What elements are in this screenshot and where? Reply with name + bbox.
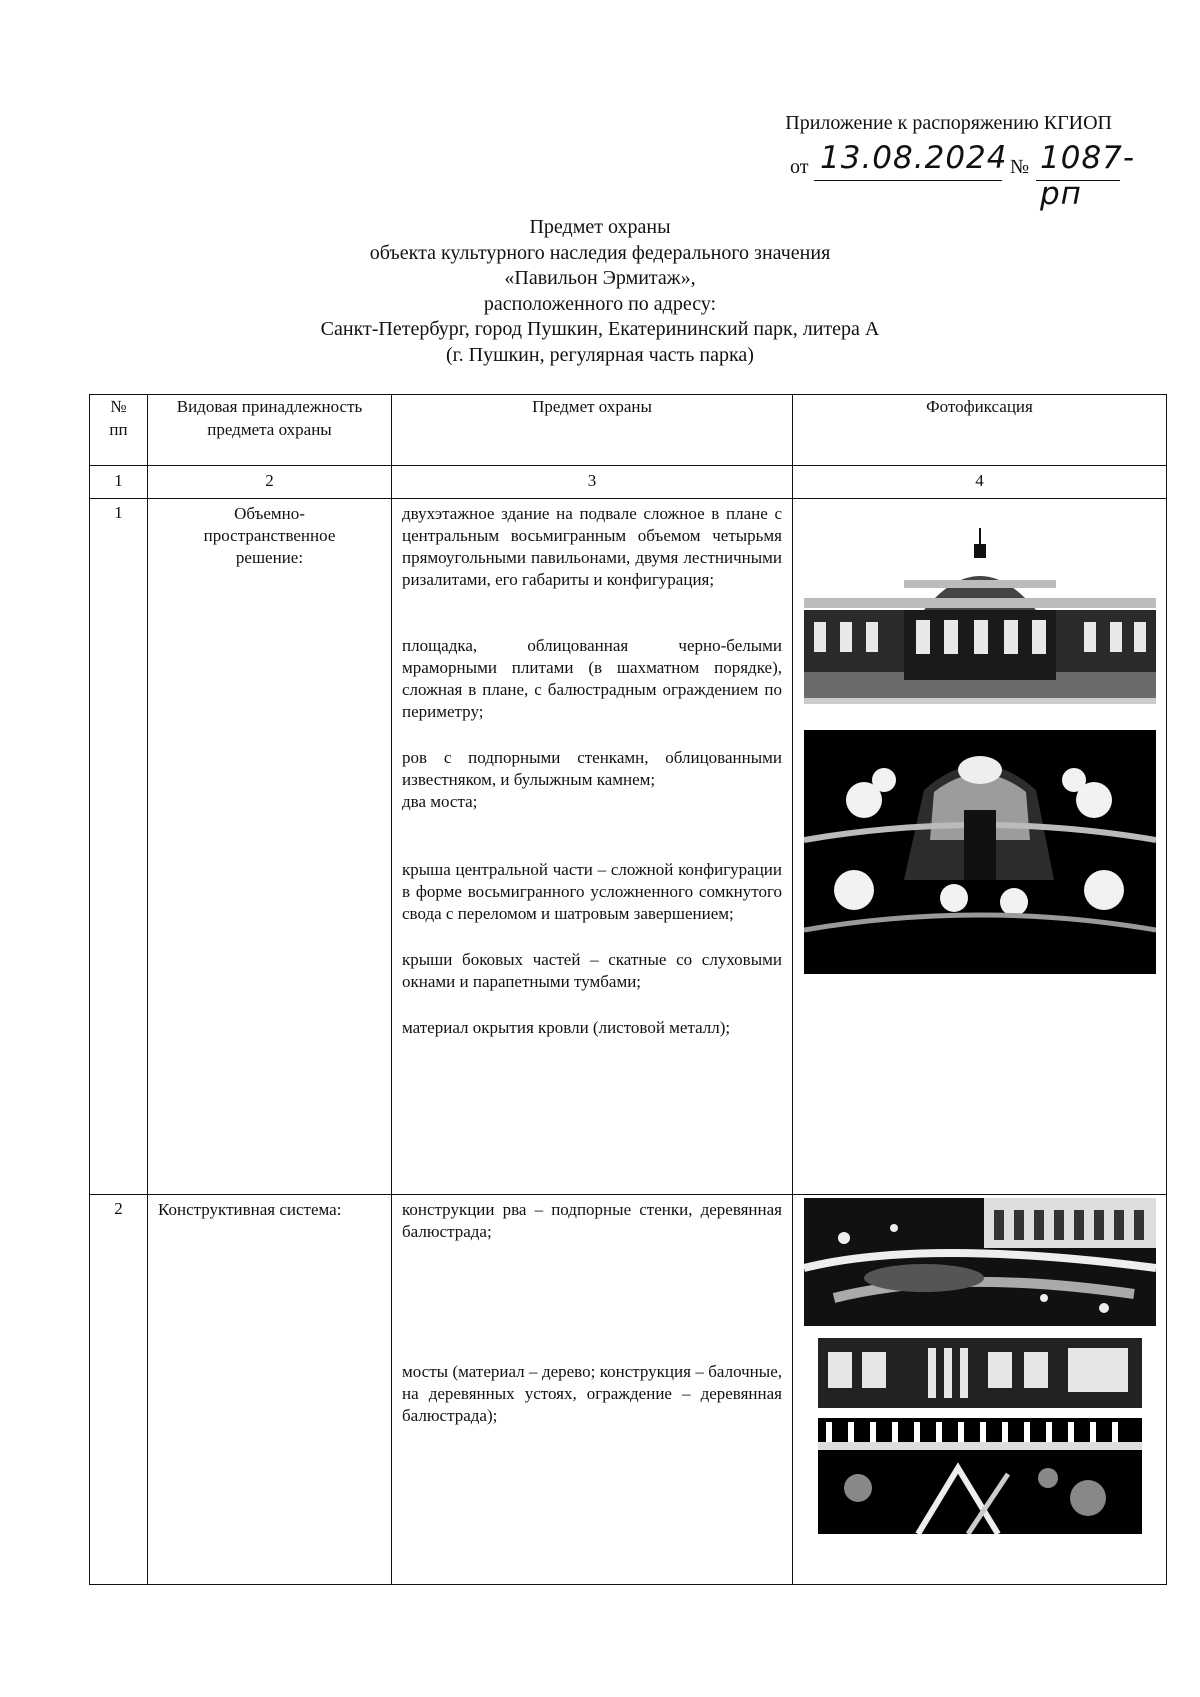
column-number: 1 [90,466,148,499]
subject-item: крыша центральной части – сложной конфигурации в форме восьмигранного усложненного сомкнутого свода с переломом и шатровым завершением; [402,860,782,923]
row-number: 2 [90,1195,148,1585]
column-number: 2 [148,466,392,499]
subject-item: материал окрытия кровли (листовой металл); [402,1018,731,1037]
column-number-row [90,466,1167,499]
date-underline [814,180,1002,181]
header-kind-line1: Видовая принадлежность [176,397,363,416]
subject-item: двухэтажное здание на подвале сложное в плане с центральным восьмигранным объемом четырьмя прямоугольными павильонами, двумя лестничными ризалитами, его габариты и конфигурация; [402,504,782,589]
number-underline [1036,180,1120,181]
header-num-line2: пп [109,420,128,439]
row-number: 1 [90,499,148,1195]
column-number: 4 [793,466,1167,499]
subject-item: конструкции рва – подпорные стенки, деревянная балюстрада; [402,1200,782,1241]
heading-line-3: «Павильон Эрмитаж», [504,267,696,289]
moat-image [804,1198,1156,1326]
row-subject [392,499,793,1195]
annex-number-sign: № [1010,156,1030,178]
row-kind [148,499,392,1195]
row-kind-line: решение: [235,548,304,567]
annex-title: Приложение к распоряжению КГИОП [785,112,1112,134]
row-kind-line: Конструктивная система: [158,1200,342,1219]
row-kind-line: пространственное [203,526,336,545]
header-kind-line2: предмета охраны [207,420,332,439]
table-row [90,1195,1167,1585]
subject-item: площадка, облицованная черно-белыми мраморными плитами (в шахматном порядке), сложная в плане, с балюстрадным ограждением по периметру; [402,636,782,721]
bridge-image [818,1338,1142,1534]
heading-line-2: объекта культурного наследия федерального значения [369,241,831,264]
subject-item: два моста; [402,792,478,811]
row-subject [392,1195,793,1585]
heading-line-1: Предмет охраны [529,216,671,238]
photo-pavilion-facade [804,522,1156,722]
protection-subject-table [89,394,1167,1585]
header-kind [148,395,392,466]
header-subject: Предмет охраны [392,395,793,466]
row-kind [148,1195,392,1585]
row-photos [793,499,1167,1195]
document-heading [0,215,1200,368]
header-photo: Фотофиксация [793,395,1167,466]
photo-roof-detail [804,730,1156,974]
subject-item: крыши боковых частей – скатные со слуховыми окнами и парапетными тумбами; [402,950,782,991]
photo-moat [804,1198,1156,1326]
table-header-row [90,395,1167,466]
annex-date: 13.08.2024 [820,140,1008,176]
subject-item: мосты (материал – дерево; конструкция – балочные, на деревянных устоях, ограждение – деревянная балюстрада); [402,1362,782,1425]
annex-date-number [790,140,1136,212]
photo-bridge [818,1338,1142,1534]
pavilion-facade-image [804,522,1156,722]
header-num-line1: № [110,397,127,416]
header-num [90,395,148,466]
column-number: 3 [392,466,793,499]
heading-line-4: расположенного по адресу: [483,292,717,315]
subject-item: ров с подпорными стенкамн, облицованными известняком, и булыжным камнем; [402,748,782,789]
row-photos [793,1195,1167,1585]
roof-detail-image [804,730,1156,974]
heading-line-6: (г. Пушкин, регулярная часть парка) [446,343,754,366]
table-row [90,499,1167,1195]
annex-number: 1087-рп [1040,140,1136,212]
annex-ot: от [790,156,809,178]
heading-line-5: Санкт-Петербург, город Пушкин, Екатерининский парк, литера А [320,318,880,340]
row-kind-line: Объемно- [234,504,305,523]
